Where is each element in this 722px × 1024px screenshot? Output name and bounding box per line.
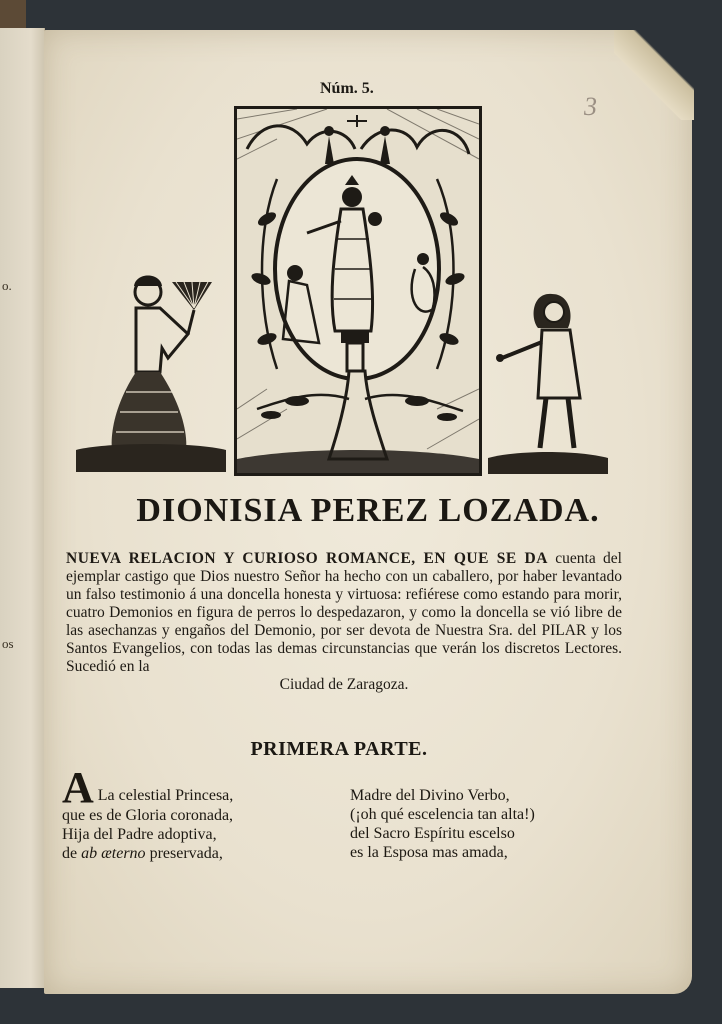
subtitle-paragraph	[66, 550, 622, 694]
gentleman-woodcut	[488, 288, 608, 478]
verse-column-left	[62, 763, 322, 863]
verse-line: Madre del Divino Verbo,	[350, 787, 510, 804]
verse-line: (¡oh qué escelencia tan alta!)	[350, 806, 535, 823]
verse-line-part: de	[62, 845, 82, 862]
page-number: Núm. 5.	[320, 80, 374, 97]
verse-line: del Sacro Espíritu escelso	[350, 825, 515, 842]
verse-line-part: preservada,	[145, 845, 223, 862]
subtitle-body: cuenta del ejemplar castigo que Dios nuestro Señor ha hecho con un caballero, por haber levantado un falso testimonio á una doncella honesta y virtuosa: refiérese como estando para morir, cuatro Demonios en figura de perros lo despedazaron, y como la doncella se vió libre de las asechanzas y engaños del Demonio, por ser devota de Nuestra Sra. del PILAR y los Santos Evangelios, con todas las demas circunstancias que verán los discretos Lectores. Sucedió en la	[66, 550, 622, 675]
part-heading: PRIMERA PARTE.	[250, 738, 428, 760]
verse-line: La celestial Princesa,	[97, 787, 234, 804]
folded-corner	[614, 30, 694, 120]
virgin-pillar-woodcut-icon	[237, 109, 479, 473]
left-leaf-fragment: o.	[2, 278, 12, 293]
handwritten-mark: 3	[584, 92, 597, 121]
book-binding-strip	[0, 0, 26, 30]
verse-line	[62, 844, 322, 863]
subtitle-end: Ciudad de Zaragoza.	[279, 676, 409, 693]
woodcut-illustration	[234, 106, 482, 476]
drop-cap: A	[62, 763, 94, 812]
document-title: DIONISIA PEREZ LOZADA.	[136, 492, 600, 529]
gentleman-icon	[488, 288, 608, 478]
verse-line: que es de Gloria coronada,	[62, 807, 234, 824]
previous-page-edge	[0, 28, 45, 988]
lady-with-fan-woodcut	[76, 262, 226, 472]
verse-line: es la Esposa mas amada,	[350, 844, 508, 861]
document-page	[44, 30, 692, 994]
lady-with-fan-icon	[76, 262, 226, 472]
verse-column-right	[350, 786, 640, 862]
left-leaf-fragment: os	[2, 636, 14, 651]
verse-line: Hija del Padre adoptiva,	[62, 826, 217, 843]
verse-italic-phrase: ab æterno	[81, 845, 146, 862]
subtitle-lead: NUEVA RELACION Y CURIOSO ROMANCE, EN QUE SE DA	[66, 550, 548, 567]
